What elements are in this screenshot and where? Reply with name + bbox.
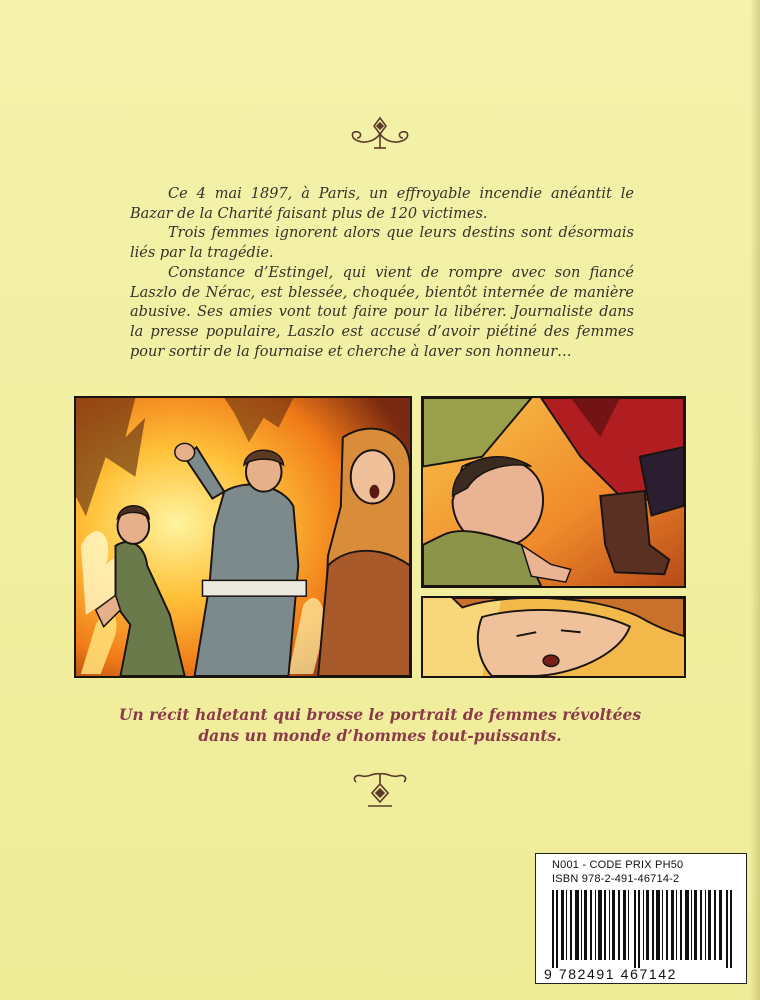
barcode-bars <box>550 890 736 968</box>
fleuron-ornament-icon <box>340 114 420 158</box>
price-code-text: N001 - CODE PRIX PH50 <box>552 859 684 871</box>
synopsis-paragraph: Ce 4 mai 1897, à Paris, un effroyable incendie anéantit le Bazar de la Charité faisant plus de 120 victimes. <box>130 186 634 222</box>
comic-panel-fire-scene <box>74 396 412 678</box>
tagline-line: dans un monde d’hommes tout-puissants. <box>198 726 562 745</box>
tagline-line: Un récit haletant qui brosse le portrait de femmes révoltées <box>118 705 642 724</box>
barcode-digits-text: 9 782491 467142 <box>544 966 677 982</box>
fleuron-ornament-icon <box>340 768 420 812</box>
barcode-label <box>535 853 747 984</box>
synopsis-paragraph: Trois femmes ignorent alors que leurs destins sont désormais liés par la tragédie. <box>130 225 634 262</box>
page-edge-shadow <box>750 0 760 1000</box>
comic-panel-woman-face <box>421 596 686 678</box>
synopsis-paragraph: Constance d’Estingel, qui vient de rompre avec son fiancé Laszlo de Nérac, est blessée, choquée, bientôt internée de manière abusive. Ses amies vont tout faire pour la libérer. Journaliste dans la presse populaire, Laszlo est accusé d’avoir piétiné des femmes pour sortir de la fournaise et cherche à laver son honneur… <box>130 264 634 360</box>
comic-panel-trampled-woman <box>421 396 686 588</box>
synopsis-text <box>130 185 634 362</box>
tagline <box>80 704 680 746</box>
isbn-text: ISBN 978-2-491-46714-2 <box>552 873 680 885</box>
